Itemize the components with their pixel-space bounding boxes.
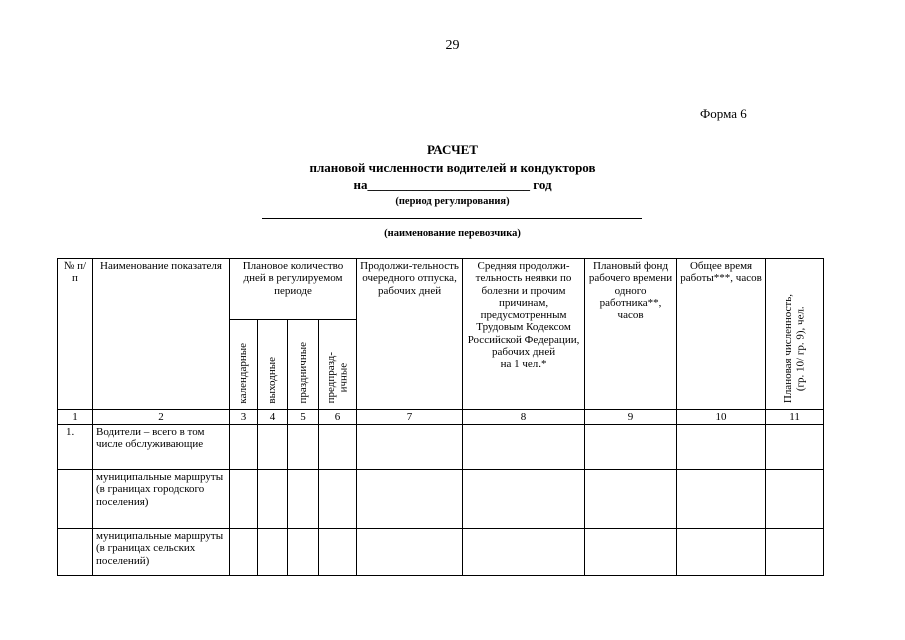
column-number: 5 — [288, 409, 319, 424]
header-vacation-duration: Продолжи-тельность очередного отпуска, рабочих дней — [357, 259, 463, 410]
input-cell[interactable] — [357, 469, 463, 528]
row-label: муниципальные маршруты (в границах сельских поселений) — [93, 529, 230, 576]
input-cell[interactable] — [585, 469, 677, 528]
input-cell[interactable] — [766, 469, 824, 528]
title-heading: РАСЧЕТ — [427, 142, 478, 157]
input-cell[interactable] — [677, 469, 766, 528]
input-cell[interactable] — [288, 425, 319, 470]
row-number — [58, 529, 93, 576]
column-number: 9 — [585, 409, 677, 424]
header-indicator-name: Наименование показателя — [93, 259, 230, 410]
input-cell[interactable] — [463, 425, 585, 470]
column-number: 4 — [258, 409, 288, 424]
header-holiday-days — [288, 320, 319, 410]
input-cell[interactable] — [677, 529, 766, 576]
input-cell[interactable] — [463, 469, 585, 528]
column-number: 6 — [319, 409, 357, 424]
input-cell[interactable] — [288, 529, 319, 576]
period-suffix: год — [533, 177, 552, 192]
input-cell[interactable] — [677, 425, 766, 470]
input-cell[interactable] — [319, 469, 357, 528]
input-cell[interactable] — [766, 529, 824, 576]
input-cell[interactable] — [258, 469, 288, 528]
header-holiday-days-label: праздничные — [296, 342, 309, 404]
row-label: муниципальные маршруты (в границах городского поселения) — [93, 469, 230, 528]
carrier-caption: (наименование перевозчика) — [384, 228, 521, 239]
column-number-row — [58, 409, 824, 424]
column-number: 1 — [58, 409, 93, 424]
table-row — [58, 425, 824, 470]
header-headcount-text — [782, 294, 807, 403]
page-number: 29 — [445, 38, 460, 53]
title-period-line — [0, 177, 905, 193]
header-weekend-days — [258, 320, 288, 410]
input-cell[interactable] — [357, 529, 463, 576]
column-number: 7 — [357, 409, 463, 424]
input-cell[interactable] — [258, 529, 288, 576]
input-cell[interactable] — [766, 425, 824, 470]
period-blank[interactable]: _________________________ — [367, 177, 530, 192]
table-row — [58, 469, 824, 528]
header-absence-duration — [463, 259, 585, 410]
period-prefix: на — [353, 177, 368, 192]
header-planned-days: Плановое количество дней в регулируемом периоде — [230, 259, 357, 320]
input-cell[interactable] — [463, 529, 585, 576]
title-subheading: плановой численности водителей и кондукторов — [309, 160, 596, 175]
input-cell[interactable] — [319, 425, 357, 470]
header-work-time-fund: Плановый фонд рабочего времени одного работника**, часов — [585, 259, 677, 410]
column-number: 3 — [230, 409, 258, 424]
header-preholiday-days — [319, 320, 357, 410]
table-row — [58, 529, 824, 576]
column-number: 11 — [766, 409, 824, 424]
period-caption: (период регулирования) — [395, 196, 510, 207]
header-absence-tail: на 1 чел.* — [500, 358, 547, 371]
header-planned-headcount — [766, 259, 824, 410]
header-calendar-days-label: календарные — [237, 342, 250, 404]
carrier-name-line[interactable] — [262, 218, 642, 219]
input-cell[interactable] — [319, 529, 357, 576]
column-number: 8 — [463, 409, 585, 424]
input-cell[interactable] — [288, 469, 319, 528]
input-cell[interactable] — [230, 529, 258, 576]
header-preholiday-days-label — [325, 352, 350, 403]
input-cell[interactable] — [585, 529, 677, 576]
calculation-table — [57, 258, 824, 576]
header-preholiday-line1: предпразд- — [325, 352, 338, 404]
column-number: 10 — [677, 409, 766, 424]
header-row-number: № п/п — [58, 259, 93, 410]
form-label: Форма 6 — [700, 106, 747, 121]
row-number — [58, 469, 93, 528]
row-label: Водители – всего в том числе обслуживающие — [93, 425, 230, 470]
header-preholiday-line2: ичные — [337, 363, 350, 393]
header-headcount-line2: (гр. 10/ гр. 9), чел. — [794, 306, 807, 392]
input-cell[interactable] — [585, 425, 677, 470]
input-cell[interactable] — [230, 469, 258, 528]
header-headcount-line1: Плановая численность, — [782, 294, 795, 404]
column-number: 2 — [93, 409, 230, 424]
header-calendar-days — [230, 320, 258, 410]
header-total-work-time: Общее время работы***, часов — [677, 259, 766, 410]
input-cell[interactable] — [357, 425, 463, 470]
input-cell[interactable] — [258, 425, 288, 470]
input-cell[interactable] — [230, 425, 258, 470]
header-weekend-days-label: выходные — [266, 356, 279, 404]
row-number: 1. — [58, 425, 93, 470]
header-absence-text: Средняя продолжи-тельность неявки по болезни и прочим причинам, предусмотренным Трудовым Кодексом Российской Федерации, рабочих дней — [467, 260, 580, 359]
